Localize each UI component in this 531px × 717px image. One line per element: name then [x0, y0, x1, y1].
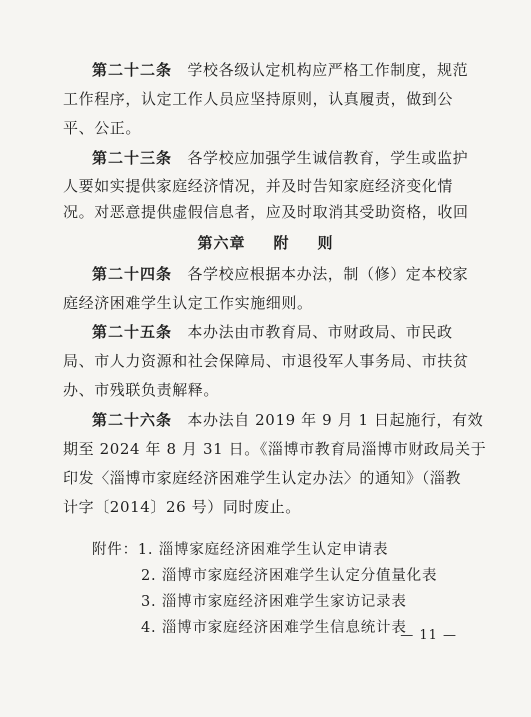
- article-22-number: 第二十二条: [92, 61, 173, 79]
- article-24-line-2: 庭经济困难学生认定工作实施细则。: [63, 294, 313, 312]
- attachment-item-4: 4. 淄博市家庭经济困难学生信息统计表: [141, 620, 407, 636]
- article-23-line-2: 人要如实提供家庭经济情况，并及时告知家庭经济变化情: [63, 177, 454, 195]
- attachment-row-1: [92, 540, 388, 560]
- chapter-title-char-1: 附: [273, 234, 290, 252]
- article-24-line-1: [92, 264, 468, 284]
- page-number: — 11 —: [400, 628, 457, 643]
- article-23-number: 第二十三条: [92, 149, 173, 167]
- article-25-number: 第二十五条: [92, 323, 173, 341]
- article-24-text-1: 各学校应根据本办法，制（修）定本校家: [187, 265, 469, 283]
- article-26-line-3: 印发〈淄博市家庭经济困难学生认定办法〉的通知》（淄教: [63, 469, 462, 487]
- chapter-label: 第六章: [197, 234, 246, 252]
- article-26-text-1: 本办法自 2019 年 9 月 1 日起施行，有效: [187, 411, 484, 429]
- article-22-text-1: 学校各级认定机构应严格工作制度，规范: [187, 61, 469, 79]
- article-25-line-2: 局、市人力资源和社会保障局、市退役军人事务局、市扶贫: [63, 352, 469, 370]
- chapter-title-char-2: 则: [317, 234, 334, 252]
- chapter-heading: [0, 233, 531, 253]
- article-22-line-3: 平、公正。: [63, 119, 142, 137]
- attachments-label: 附件：: [92, 542, 138, 558]
- article-26-line-2: 期至 2024 年 8 月 31 日。《淄博市教育局淄博市财政局关于: [63, 440, 487, 458]
- article-24-number: 第二十四条: [92, 265, 173, 283]
- article-23-line-1: [92, 148, 468, 168]
- attachment-item-3: 3. 淄博市家庭经济困难学生家访记录表: [141, 594, 407, 610]
- article-22-line-2: 工作程序，认定工作人员应坚持原则，认真履责，做到公: [63, 90, 454, 108]
- article-25-line-3: 办、市残联负责解释。: [63, 381, 220, 399]
- article-25-text-1: 本办法由市教育局、市财政局、市民政: [187, 323, 453, 341]
- article-23-text-1: 各学校应加强学生诚信教育，学生或监护: [187, 149, 469, 167]
- article-25-line-1: [92, 322, 453, 342]
- article-22-line-1: [92, 60, 468, 80]
- article-26-line-4: 计字〔2014〕26 号）同时废止。: [63, 498, 301, 516]
- article-23-line-3: 况。对恶意提供虚假信息者，应及时取消其受助资格，收回: [63, 203, 469, 221]
- article-26-line-1: [92, 410, 483, 430]
- attachment-item-1: 1. 淄博家庭经济困难学生认定申请表: [137, 542, 389, 558]
- attachment-item-2: 2. 淄博市家庭经济困难学生认定分值量化表: [141, 568, 438, 584]
- article-26-number: 第二十六条: [92, 411, 173, 429]
